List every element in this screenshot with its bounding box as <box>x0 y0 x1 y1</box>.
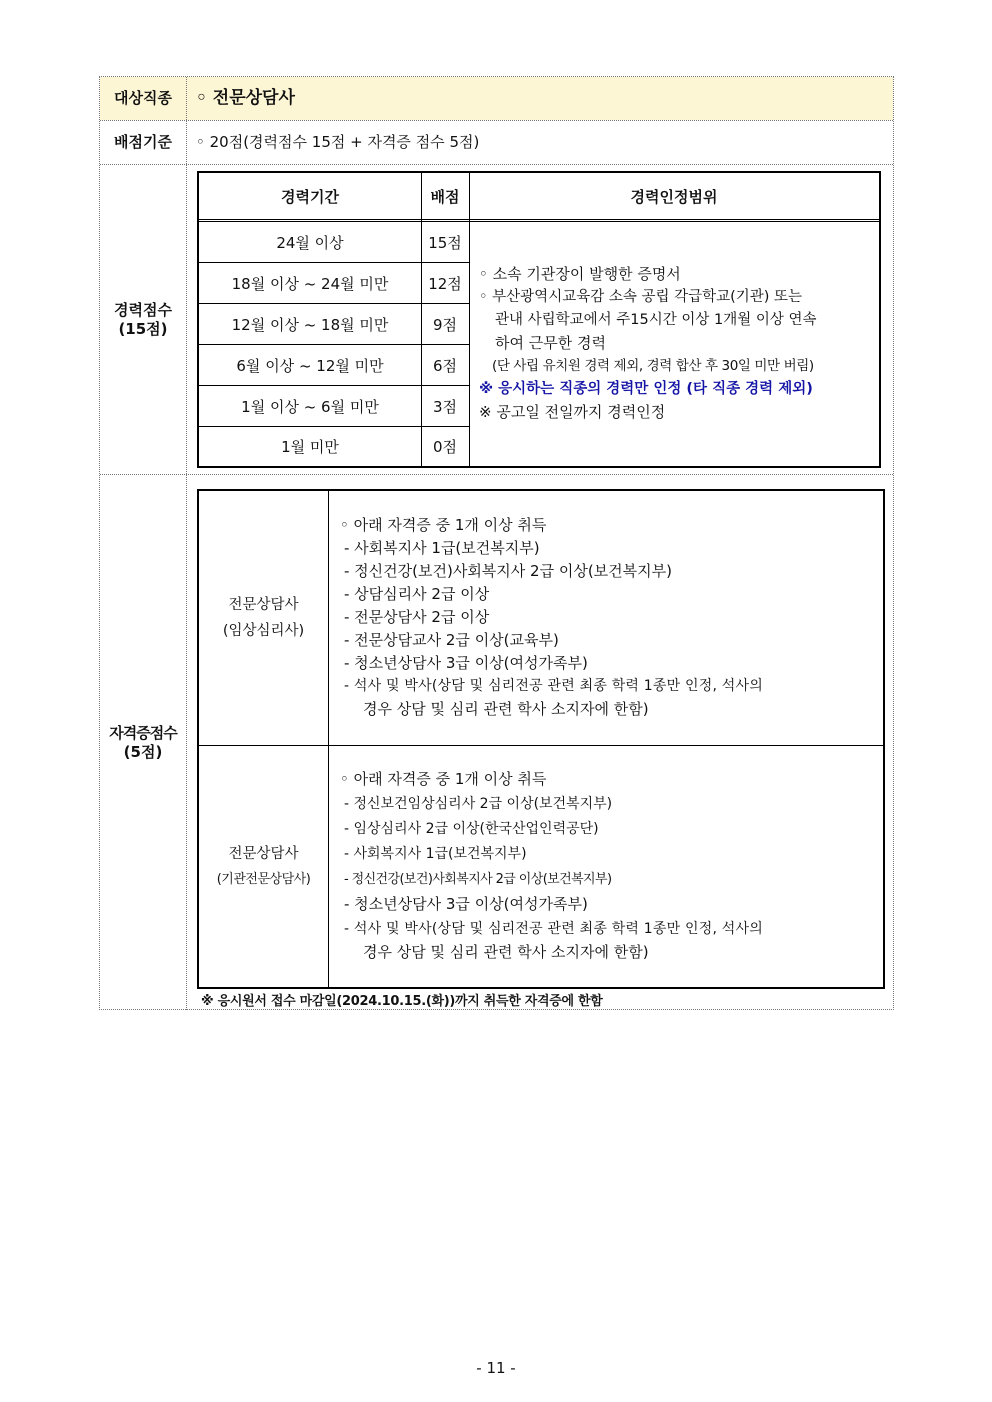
career-period-cell: 1월 미만 <box>281 438 339 456</box>
career-scope-line: ※ 공고일 전일까지 경력인정 <box>479 403 666 421</box>
career-label-points: (15점) <box>118 319 168 338</box>
career-header-score: 배점 <box>430 187 460 206</box>
cert-item-line: 경우 상담 및 심리 관련 학사 소지자에 한함) <box>363 943 649 961</box>
scoring-label: 배점기준 <box>114 133 172 151</box>
cert-group-name <box>199 491 328 745</box>
cert-item-line: - 청소년상담사 3급 이상(여성가족부) <box>344 654 588 672</box>
career-period-cell: 24월 이상 <box>276 233 344 252</box>
cert-item-line: - 전문상담교사 2급 이상(교육부) <box>344 631 559 649</box>
cert-col-line <box>328 491 329 987</box>
career-header-line-1 <box>199 219 879 220</box>
career-scope-emphasis-line: ※ 응시하는 직종의 경력만 인정 (타 직종 경력 제외) <box>479 381 813 397</box>
cert-group-subtitle: (임상심리사) <box>222 623 305 639</box>
career-scope-line: ◦ 부산광역시교육감 소속 공립 각급학교(기관) 또는 <box>479 289 803 305</box>
career-header-period: 경력기간 <box>281 187 339 206</box>
cert-item-line: - 정신건강(보건)사회복지사 2급 이상(보건복지부) <box>344 872 612 887</box>
cert-footnote: ※ 응시원서 접수 마감일(2024.10.15.(화))까지 취득한 자격증에 한함 <box>201 994 603 1009</box>
cert-item-line: - 상담심리사 2급 이상 <box>344 585 490 603</box>
row-divider-2 <box>100 164 893 165</box>
career-period-cell: 1월 이상 ~ 6월 미만 <box>241 397 379 416</box>
cert-item-line: ◦ 아래 자격증 중 1개 이상 취득 <box>340 516 547 534</box>
cert-item-line: - 석사 및 박사(상담 및 심리전공 관련 최종 학력 1종만 인정, 석사의 <box>344 921 763 937</box>
cert-item-line: 경우 상담 및 심리 관련 학사 소지자에 한함) <box>363 700 649 718</box>
cert-label-title: 자격증점수 <box>109 723 177 742</box>
cert-item-line: - 청소년상담사 3급 이상(여성가족부) <box>344 895 588 913</box>
career-scope-line: 하여 근무한 경력 <box>495 334 606 352</box>
cert-item-line: - 사회복지사 1급(보건복지부) <box>344 539 540 557</box>
row-divider-3 <box>100 474 893 475</box>
career-table <box>197 171 881 468</box>
career-label <box>100 165 186 474</box>
career-period-cell: 12월 이상 ~ 18월 미만 <box>231 315 389 334</box>
career-score-cell: 15점 <box>428 233 462 252</box>
cert-item-line: - 전문상담사 2급 이상 <box>344 608 490 626</box>
career-period-cell: 18월 이상 ~ 24월 미만 <box>231 274 389 293</box>
career-score-cell: 9점 <box>432 315 458 334</box>
career-scope-line: ◦ 소속 기관장이 발행한 증명서 <box>479 265 681 283</box>
job-type-label: 대상직종 <box>114 89 172 107</box>
scoring-value: ◦ 20점(경력점수 15점 + 자격증 점수 5점) <box>196 133 480 151</box>
cert-item-line: - 임상심리사 2급 이상(한국산업인력공단) <box>344 821 599 837</box>
cert-label <box>100 475 186 1010</box>
career-scope-line: (단 사립 유치원 경력 제외, 경력 합산 후 30일 미만 버림) <box>492 358 814 374</box>
career-score-cell: 0점 <box>432 438 458 456</box>
cert-table <box>197 489 885 989</box>
career-period-cell: 6월 이상 ~ 12월 미만 <box>236 356 384 375</box>
cert-label-points: (5점) <box>123 742 163 761</box>
cert-item-line: ◦ 아래 자격증 중 1개 이상 취득 <box>340 770 547 788</box>
career-score-cell: 12점 <box>428 274 462 293</box>
cert-group-title: 전문상담사 <box>228 845 299 862</box>
cert-group-subtitle: (기관전문상담사) <box>216 871 311 887</box>
cert-item-line: - 정신건강(보건)사회복지사 2급 이상(보건복지부) <box>344 562 672 580</box>
career-header-scope: 경력인정범위 <box>630 187 718 206</box>
job-type-value: ◦ 전문상담사 <box>196 88 295 108</box>
cert-item-line: - 사회복지사 1급(보건복지부) <box>344 846 527 862</box>
cert-item-line: - 정신보건임상심리사 2급 이상(보건복지부) <box>344 796 613 812</box>
page-number: - 11 - <box>476 1359 516 1377</box>
label-column-divider <box>186 77 187 1010</box>
cert-group-title: 전문상담사 <box>228 597 299 613</box>
career-score-cell: 3점 <box>432 397 458 416</box>
cert-item-line: - 석사 및 박사(상담 및 심리전공 관련 최종 학력 1종만 인정, 석사의 <box>344 678 763 694</box>
cert-group-name <box>199 746 328 987</box>
career-label-title: 경력점수 <box>114 300 172 319</box>
career-score-cell: 6점 <box>432 356 458 375</box>
career-scope-line: 관내 사립학교에서 주15시간 이상 1개월 이상 연속 <box>495 312 817 328</box>
